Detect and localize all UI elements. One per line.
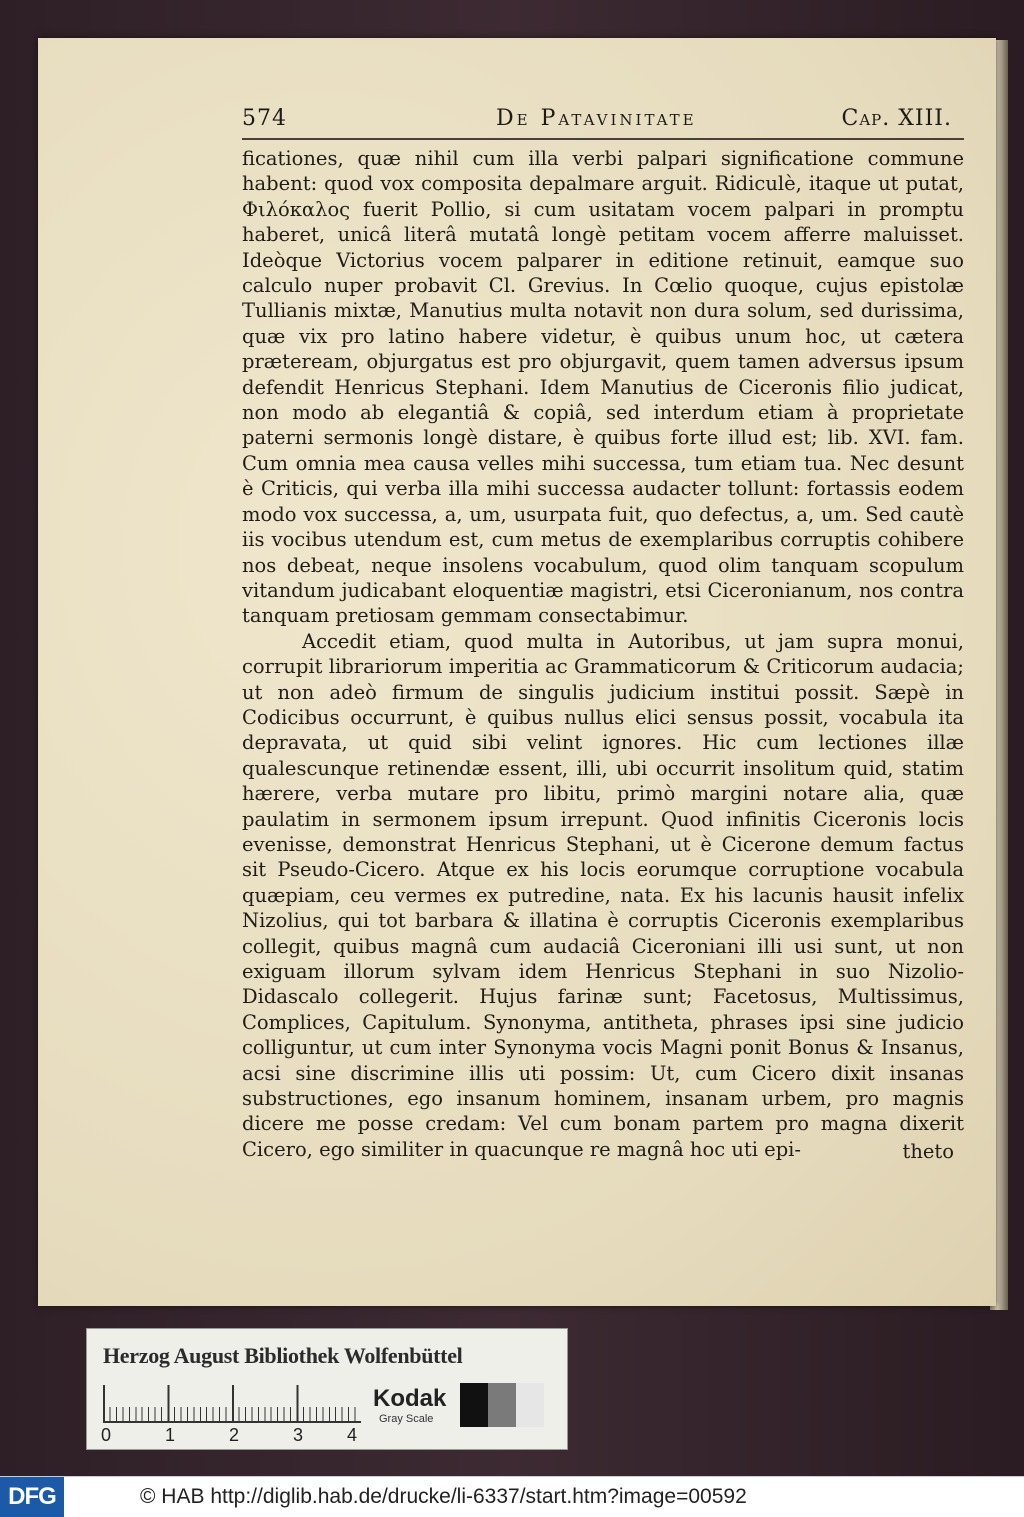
- institution-name: Herzog August Bibliothek Wolfenbüttel: [103, 1343, 463, 1368]
- running-head: [242, 106, 964, 140]
- head-rule: [242, 138, 964, 140]
- dfg-logo: DFG: [0, 1477, 64, 1517]
- paragraph-1: ficationes, quæ nihil cum illa verbi palpari significatione commune habent: quod vox composita depalmare arguit. Ridiculè, itaque ut putat, Φιλόκαλος fuerit Pollio, si cum usitatam vocem palpari in promptu haberet, unicâ literâ mutatâ longè petitam vocem afferre maluisset. Ideòque Victorius vocem palparer in editione retinuit, eamque suo calculo nuper probavit Cl. Grevius. In Cœlio quoque, cujus epistolæ Tullianis mixtæ, Manutius multa notavit non dura solum, sed durissima, quæ vix pro latino habere videtur, è quibus unum hoc, ut cætera præteream, objurgatus est pro objurgavit, quem tamen adversus ipsum defendit Henricus Stephani. Idem Manutius de Ciceronis filio judicat, non modo ab elegantiâ & copiâ, sed interdum etiam à proprietate paterni sermonis longè distare, è quibus forte illud est; lib. XVI. fam. Cum omnia mea causa velles mihi successa, tum etiam tua. Nec desunt è Criticis, qui verba illa mihi successa audacter tollunt: fortassis eodem modo vox successa, a, um, usurpata fuit, quo defectus, a, um. Sed cautè iis vocibus utendum est, cum metus de exemplaribus corruptis cohibere nos debeat, neque insolens vocabulum, quod olim tanquam scopulum vitandum judicabant eloquentiæ magistri, etsi Ciceronianum, nos contra tanquam pretiosam gemmam consectabimur.: [242, 147, 964, 628]
- running-title: De Patavinitate: [496, 106, 697, 131]
- gray-scale-label: Gray Scale: [379, 1413, 434, 1425]
- ruler-number: 0: [101, 1425, 112, 1445]
- gray-patch-mid: [488, 1383, 516, 1427]
- scale-ruler-major-ticks: [103, 1385, 361, 1421]
- paragraph-2: Accedit etiam, quod multa in Autoribus, ut jam supra monui, corrupit librariorum imperitia ac Grammaticorum & Criticorum audacia; ut non adeò firmum de singulis judicium institui possit. Sæpè in Codicibus occurrunt, è quibus nullus elici sensus possit, vocabula ita depravata, ut quid sibi velint ignores. Hic cum lectiones illæ qualescunque retinendæ essent, illi, ubi occurrit insolitum quid, statim hærere, verba mutare pro libitu, primò margini notare alia, quæ paulatim in sermonem ipsum irrepunt. Quod infinitis Ciceronis locis evenisse, demonstrat Henricus Stephani, ut è Cicerone demum factus sit Pseudo-Cicero. Atque ex his locis eorumque corruptione vocabula quæpiam, ceu vermes ex putredine, nata. Ex his lacunis hausit infelix Nizolius, qui tot barbara & illatina è corruptis Ciceronis exemplaribus collegit, quibus magnâ cum audaciâ Ciceroniani illi usi sunt, ut non exiguam illorum sylvam idem Henricus Stephani in suo Nizolio-Didascalo collegerit. Hujus farinæ sunt; Facetosus, Multissimus, Complices, Capitulum. Synonyma, antitheta, phrases ipsi sine judicio colliguntur, ut cum inter Synonyma vocis Magni ponit Bonus & Insanus, acsi sine discrimine illis uti possim: Ut, cum Cicero dixit insanas substructiones, ego insanum hominem, insanam urbem, pro magnis dicere me posse credam: Vel cum bonam partem pro magna dixerit Cicero, ego similiter in quacunque re magnâ hoc uti epi-: [242, 629, 964, 1161]
- color-calibration-card: [86, 1328, 568, 1450]
- ruler-number: 2: [229, 1425, 240, 1445]
- ruler-numbers: [97, 1425, 387, 1447]
- footer-bar: [0, 1476, 1024, 1517]
- page-number: 574: [242, 106, 287, 131]
- page-body-text: [242, 146, 964, 1176]
- gray-patch-white: [516, 1383, 544, 1427]
- gray-patch-black: [460, 1383, 488, 1427]
- catchword: theto: [902, 1140, 954, 1163]
- ruler-number: 4: [347, 1425, 358, 1445]
- ruler-number: 1: [165, 1425, 176, 1445]
- ruler-number: 3: [293, 1425, 304, 1445]
- source-credit-link[interactable]: © HAB http://diglib.hab.de/drucke/li-6337/start.htm?image=00592: [140, 1485, 747, 1508]
- chapter-label: Cap. XIII.: [841, 106, 952, 131]
- kodak-logo: Kodak: [373, 1385, 447, 1412]
